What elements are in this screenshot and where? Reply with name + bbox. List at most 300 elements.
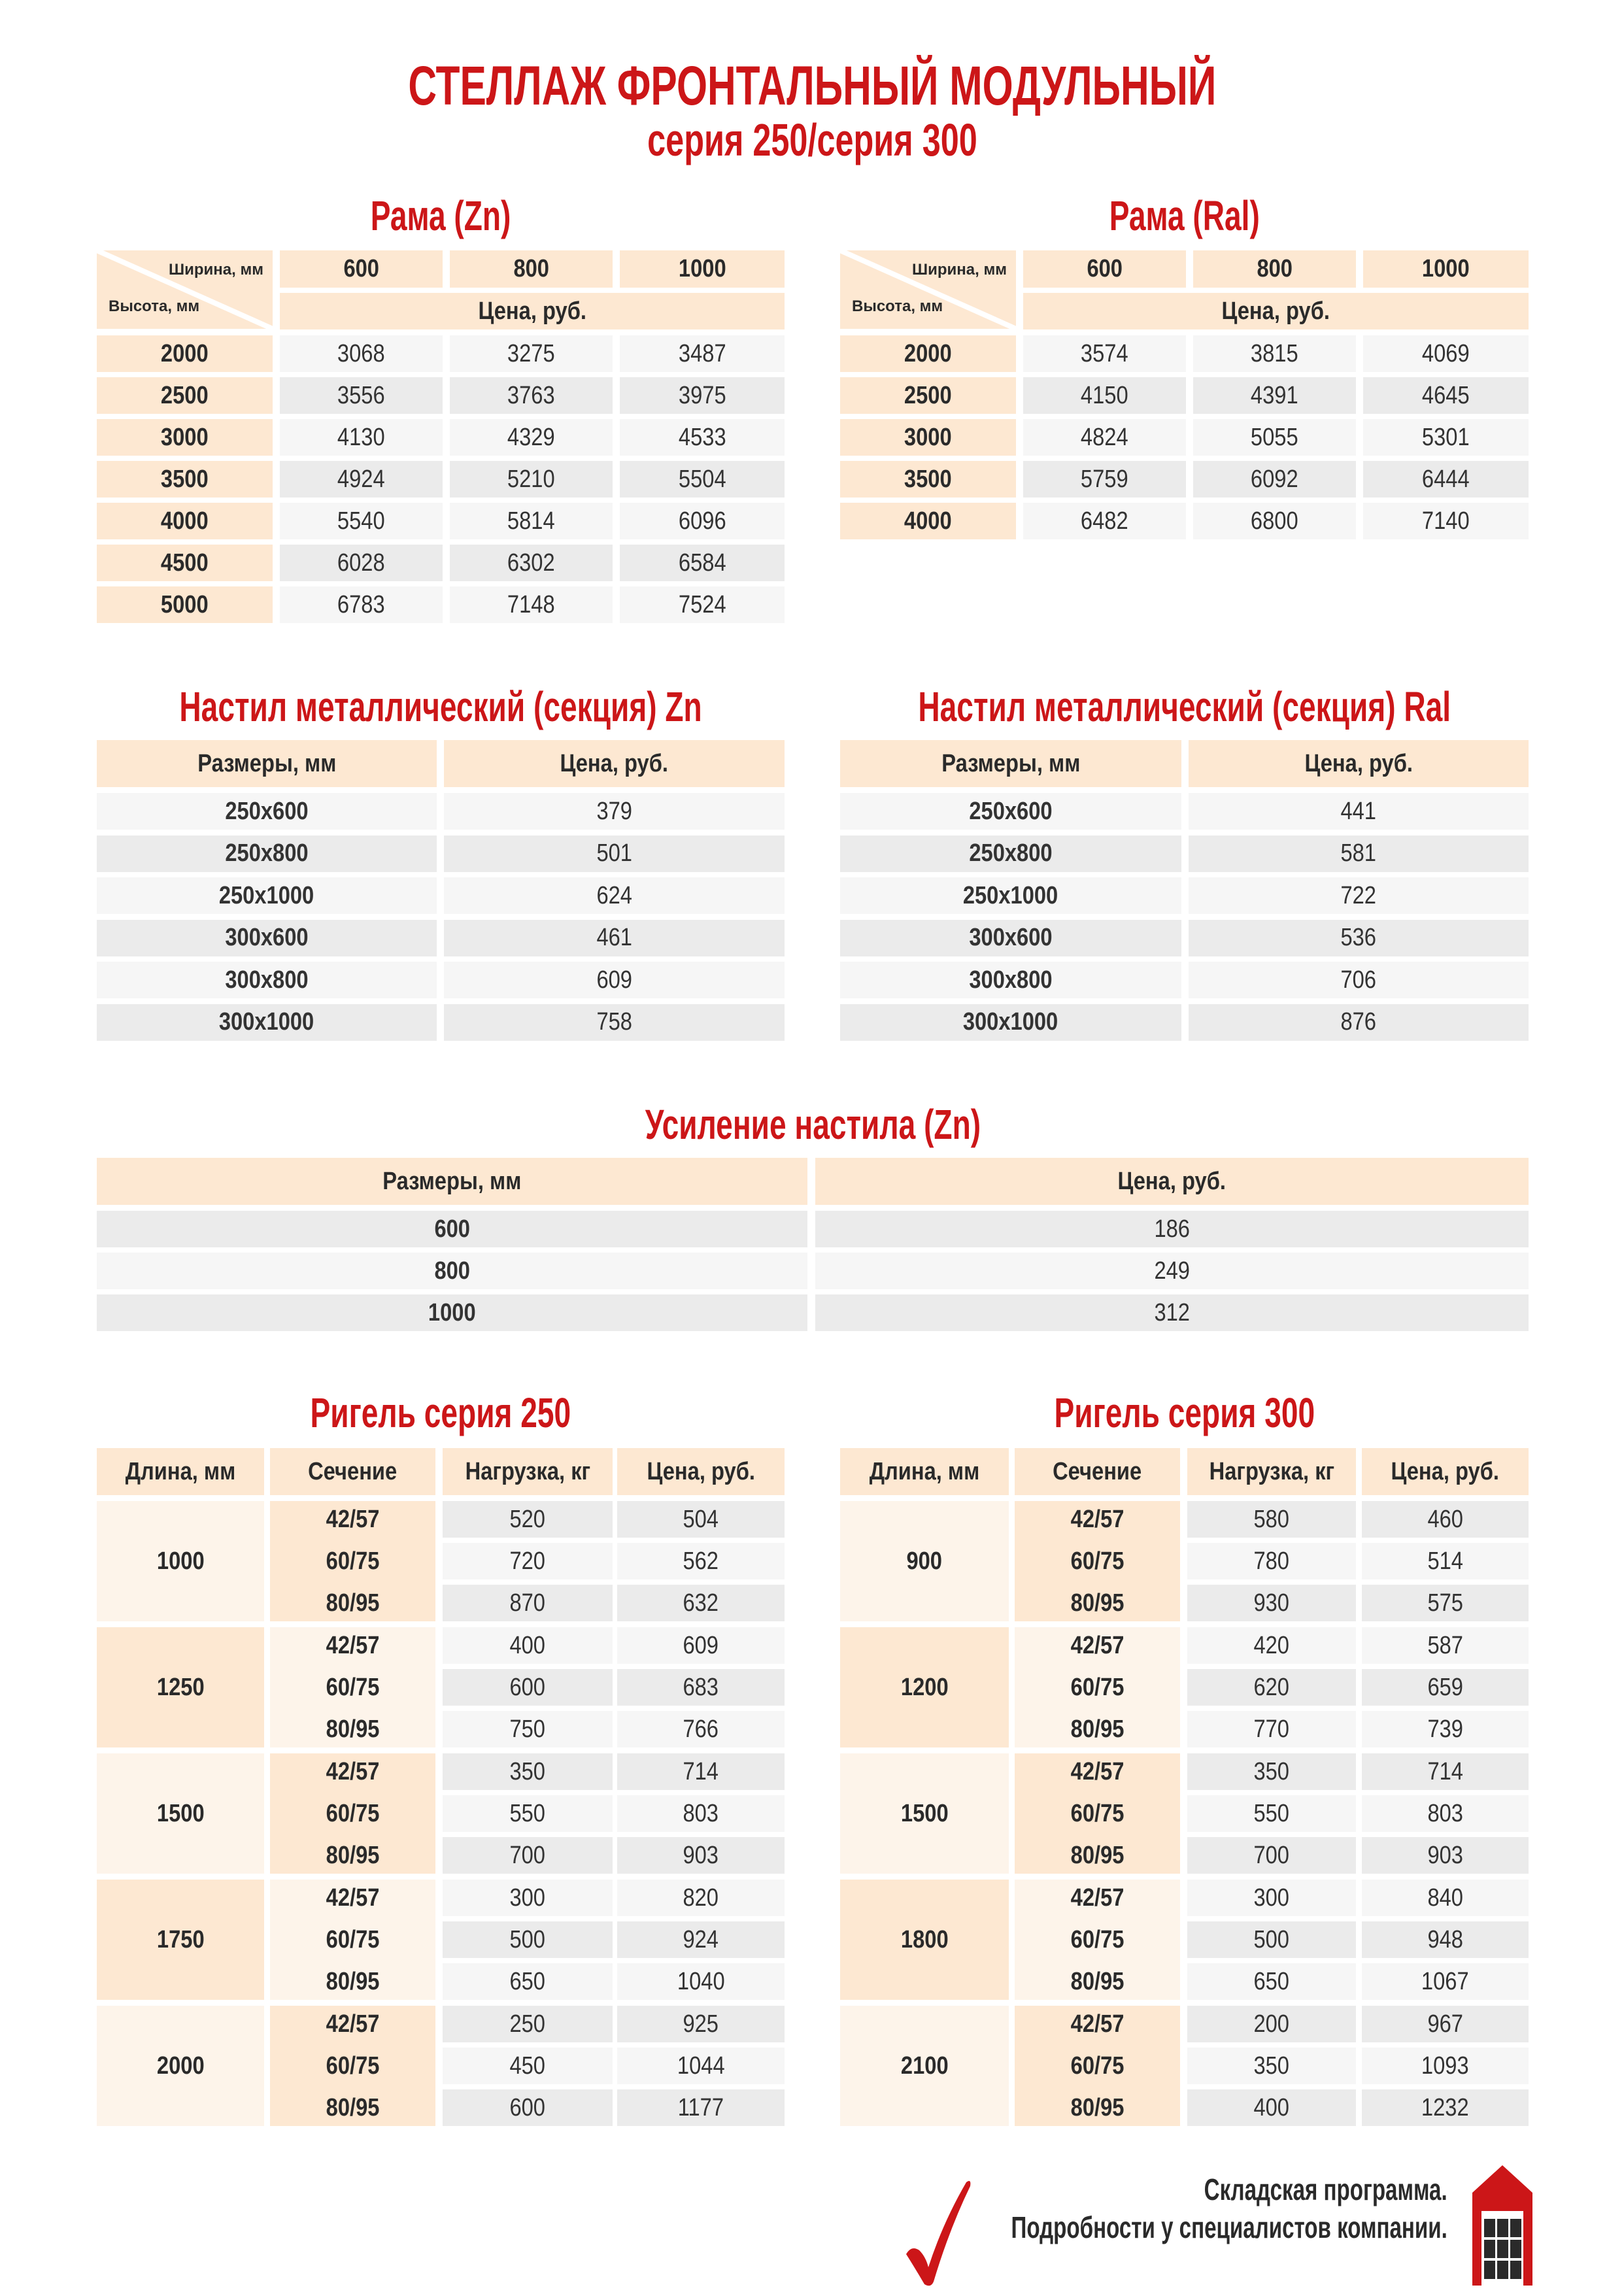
section-cell [1015,2048,1180,2084]
price-cell-text: 7140 [1422,507,1470,535]
footer-line-2 [841,2210,1447,2245]
load-cell-text: 400 [509,1631,546,1659]
section-cell [270,1795,435,1832]
price-cell-text: 3574 [1081,339,1128,367]
load-cell-text: 770 [1253,1715,1290,1743]
row-label-text: 3000 [161,423,209,451]
section-title-text: Ригель серия 250 [310,1389,571,1436]
price-cell [1362,1880,1529,1916]
load-cell-text: 350 [1253,1757,1290,1785]
price-cell-text: 6482 [1081,507,1128,535]
price-cell-text: 5055 [1251,423,1298,451]
price-cell [444,962,785,998]
column-header [1187,1448,1356,1495]
column-header [617,1448,785,1495]
load-cell [443,1627,613,1664]
section-cell [1015,1711,1180,1747]
price-cell-text: 820 [683,1883,719,1912]
section-title [792,190,1577,242]
price-cell [1362,1795,1529,1832]
price-cell-text: 714 [1427,1757,1463,1785]
load-cell [1187,2006,1356,2042]
row-label [840,461,1016,498]
price-cell-text: 3815 [1251,339,1298,367]
price-cell [450,377,613,414]
price-cell-text: 186 [1154,1215,1190,1243]
price-cell-text: 1177 [677,2093,724,2121]
size-cell [840,962,1181,998]
load-cell-text: 400 [1253,2093,1290,2121]
load-cell [1187,1711,1356,1747]
price-header-text: Цена, руб. [1304,749,1413,777]
price-cell-text: 562 [683,1547,719,1575]
load-cell [443,1880,613,1916]
price-cell [620,335,785,372]
price-cell-text: 501 [596,839,632,867]
price-header [280,293,785,329]
price-cell-text: 758 [596,1008,632,1036]
page-subtitle-text: серия 250/серия 300 [647,114,977,165]
price-cell-text: 5504 [678,465,726,493]
section-cell-text: 60/75 [326,1925,380,1953]
section-cell [270,1837,435,1874]
load-cell [1187,1963,1356,2000]
width-header [280,250,443,288]
price-cell [1362,2006,1529,2042]
price-cell-text: 312 [1154,1298,1190,1326]
section-cell-text: 60/75 [1070,1925,1125,1953]
price-cell-text: 575 [1427,1589,1463,1617]
column-header-text: Нагрузка, кг [1209,1457,1334,1485]
price-cell [280,335,443,372]
price-cell-text: 4924 [337,465,385,493]
section-title [48,190,833,242]
load-cell [443,1543,613,1579]
section-cell-text: 42/57 [1070,2010,1125,2038]
column-header [443,1448,613,1495]
length-cell-text: 1200 [900,1673,949,1701]
price-cell [450,503,613,539]
load-cell-text: 650 [509,1967,546,1995]
price-cell-text: 1067 [1421,1967,1469,1995]
section-cell [1015,1669,1180,1706]
price-cell-text: 739 [1427,1715,1463,1743]
section-cell-text: 60/75 [1070,1673,1125,1701]
size-header [97,740,437,787]
price-cell [1193,419,1356,456]
row-label-text: 3000 [904,423,952,451]
load-cell-text: 700 [1253,1841,1290,1869]
price-cell-text: 6028 [337,549,385,577]
size-cell [840,836,1181,872]
price-cell [1189,836,1529,872]
price-cell [1362,1753,1529,1790]
price-cell-text: 624 [596,881,632,909]
load-cell [443,1795,613,1832]
price-cell [1362,1627,1529,1664]
row-label [97,461,273,498]
section-cell [1015,1501,1180,1538]
section-cell-text: 42/57 [326,1883,380,1912]
price-cell-text: 3975 [678,381,726,409]
length-cell-text: 1500 [900,1799,949,1827]
length-cell [97,1501,264,1621]
section-cell [1015,1627,1180,1664]
section-cell [270,1669,435,1706]
load-cell [443,1963,613,2000]
price-cell [1023,461,1186,498]
length-cell [97,1753,264,1874]
width-header [1363,250,1529,288]
section-cell [1015,2006,1180,2042]
section-cell-text: 80/95 [326,1589,380,1617]
price-cell [620,503,785,539]
price-cell-text: 1044 [677,2051,725,2080]
section-cell [270,1501,435,1538]
size-cell-text: 300x600 [969,924,1053,951]
size-cell [97,920,437,956]
price-cell-text: 706 [1340,966,1377,994]
row-label-text: 3500 [161,465,209,493]
section-cell [270,1921,435,1958]
price-cell [444,1004,785,1041]
size-cell [97,793,437,830]
size-header [97,1158,807,1205]
load-cell [1187,1753,1356,1790]
section-cell-text: 42/57 [1070,1631,1125,1659]
footer-line-1 [1109,2172,1447,2207]
price-cell [1023,377,1186,414]
price-cell [280,377,443,414]
price-cell-text: 925 [683,2010,719,2038]
price-cell [620,377,785,414]
price-cell [617,2089,785,2126]
section-cell [270,2006,435,2042]
size-cell [97,1294,807,1331]
price-cell [620,461,785,498]
price-cell [444,836,785,872]
page-title [0,56,1624,115]
size-header-text: Размеры, мм [382,1167,522,1195]
price-cell-text: 766 [683,1715,719,1743]
price-cell-text: 6444 [1422,465,1470,493]
width-header-text: 1000 [678,255,726,282]
price-cell [1362,1501,1529,1538]
load-cell [1187,1543,1356,1579]
price-cell-text: 581 [1340,839,1377,867]
price-cell-text: 6783 [337,590,385,618]
price-cell [1189,793,1529,830]
size-cell [97,1253,807,1289]
price-header [1023,293,1529,329]
section-cell [1015,2089,1180,2126]
price-cell-text: 924 [683,1925,719,1953]
load-cell [443,2089,613,2126]
price-cell [815,1294,1529,1331]
column-header-text: Цена, руб. [647,1457,755,1485]
load-cell [443,2006,613,2042]
load-cell [443,2048,613,2084]
row-label-text: 2000 [161,339,209,367]
price-cell-text: 7524 [678,590,726,618]
price-cell-text: 4130 [337,423,385,451]
size-cell [840,793,1181,830]
corner-header [840,250,1016,329]
length-cell-text: 1000 [156,1547,205,1575]
column-header [840,1448,1009,1495]
section-cell-text: 60/75 [326,1547,380,1575]
size-header [840,740,1181,787]
section-cell-text: 80/95 [1070,1715,1125,1743]
section-cell-text: 42/57 [326,1631,380,1659]
size-cell-text: 300x800 [969,966,1053,994]
price-cell-text: 6302 [507,549,555,577]
load-cell-text: 300 [1253,1883,1290,1912]
price-cell-text: 6096 [678,507,726,535]
width-label: Ширина, мм [169,261,263,279]
length-cell-text: 1250 [156,1673,205,1701]
row-label [840,419,1016,456]
length-cell [840,1627,1009,1747]
price-cell [617,1963,785,2000]
price-cell-text: 903 [1427,1841,1463,1869]
size-cell-text: 600 [434,1215,470,1243]
row-label [840,377,1016,414]
load-cell [1187,1795,1356,1832]
load-cell [443,1585,613,1621]
size-cell [97,877,437,914]
width-header-text: 600 [1087,255,1123,282]
price-header-text: Цена, руб. [1221,297,1330,325]
section-cell [1015,1795,1180,1832]
size-cell [97,1004,437,1041]
row-label [840,503,1016,539]
price-cell [1189,920,1529,956]
row-label-text: 5000 [161,590,209,618]
price-cell-text: 1232 [1421,2093,1469,2121]
load-cell-text: 350 [509,1757,546,1785]
price-cell-text: 5814 [507,507,555,535]
column-header [270,1448,435,1495]
price-cell [617,1543,785,1579]
price-cell-text: 876 [1340,1008,1377,1036]
price-cell [617,1501,785,1538]
length-cell-text: 1750 [156,1925,205,1953]
price-cell-text: 3275 [507,339,555,367]
size-header-text: Размеры, мм [941,749,1081,777]
price-cell [1189,962,1529,998]
price-header-text: Цена, руб. [560,749,669,777]
price-header [1189,740,1529,787]
size-cell [97,1211,807,1247]
price-cell [1023,419,1186,456]
section-cell-text: 80/95 [1070,1841,1125,1869]
section-cell-text: 60/75 [1070,1547,1125,1575]
price-cell-text: 3068 [337,339,385,367]
size-cell [97,962,437,998]
length-cell-text: 1800 [900,1925,949,1953]
length-cell-text: 900 [906,1547,943,1575]
price-cell-text: 3487 [678,339,726,367]
section-title-text: Настил металлический (секция) Zn [179,683,702,730]
price-cell [1363,461,1529,498]
load-cell [1187,1921,1356,1958]
length-cell [840,2006,1009,2126]
section-cell-text: 60/75 [326,1799,380,1827]
price-cell [1362,1585,1529,1621]
price-cell-text: 5759 [1081,465,1128,493]
load-cell-text: 930 [1253,1589,1290,1617]
price-cell-text: 632 [683,1589,719,1617]
price-cell-text: 4150 [1081,381,1128,409]
row-label-text: 4500 [161,549,209,577]
price-cell [617,1880,785,1916]
load-cell-text: 650 [1253,1967,1290,1995]
price-cell [444,920,785,956]
column-header-text: Цена, руб. [1391,1457,1500,1485]
load-cell [443,1501,613,1538]
price-cell-text: 659 [1427,1673,1463,1701]
load-cell [1187,1501,1356,1538]
length-cell [97,2006,264,2126]
section-cell-text: 42/57 [1070,1505,1125,1533]
load-cell [443,1711,613,1747]
price-cell [1362,1543,1529,1579]
price-cell [617,1837,785,1874]
price-cell-text: 4391 [1251,381,1298,409]
price-cell [280,419,443,456]
price-cell [1362,1711,1529,1747]
load-cell-text: 620 [1253,1673,1290,1701]
row-label [97,586,273,623]
price-header-text: Цена, руб. [1117,1167,1226,1195]
load-cell-text: 520 [509,1505,546,1533]
section-cell-text: 80/95 [1070,1967,1125,1995]
section-cell-text: 42/57 [326,1505,380,1533]
load-cell [1187,1669,1356,1706]
column-header-text: Нагрузка, кг [465,1457,590,1485]
section-cell-text: 80/95 [326,1715,380,1743]
price-cell [280,461,443,498]
column-header [1015,1448,1180,1495]
width-header [1193,250,1356,288]
row-label [97,335,273,372]
price-cell-text: 609 [683,1631,719,1659]
price-cell [450,461,613,498]
price-cell-text: 609 [596,966,632,994]
load-cell [443,1837,613,1874]
price-cell-text: 460 [1427,1505,1463,1533]
load-cell-text: 550 [1253,1799,1290,1827]
price-cell [450,586,613,623]
price-cell-text: 1040 [677,1967,725,1995]
width-header [450,250,613,288]
corner-header [97,250,273,329]
price-cell [1363,335,1529,372]
size-cell-text: 250x800 [969,839,1053,867]
load-cell [1187,1585,1356,1621]
section-cell [1015,1837,1180,1874]
price-cell [1362,1669,1529,1706]
column-header-text: Сечение [308,1457,398,1485]
section-cell-text: 42/57 [326,1757,380,1785]
price-cell [444,793,785,830]
price-header [444,740,785,787]
price-cell-text: 803 [1427,1799,1463,1827]
size-cell [840,1004,1181,1041]
column-header-text: Длина, мм [125,1457,236,1485]
load-cell-text: 500 [509,1925,546,1953]
size-cell [840,920,1181,956]
price-cell-text: 587 [1427,1631,1463,1659]
section-cell-text: 60/75 [1070,2051,1125,2080]
footer-line-2-text: Подробности у специалистов компании. [1011,2210,1447,2244]
load-cell-text: 750 [509,1715,546,1743]
height-label: Высота, мм [852,297,943,315]
price-cell [1362,1837,1529,1874]
load-cell-text: 580 [1253,1505,1290,1533]
price-cell-text: 903 [683,1841,719,1869]
price-cell [1193,503,1356,539]
price-cell [1023,335,1186,372]
price-cell-text: 4645 [1422,381,1470,409]
price-cell-text: 249 [1154,1257,1190,1285]
section-cell-text: 42/57 [326,2010,380,2038]
price-cell-text: 4824 [1081,423,1128,451]
price-cell-text: 1093 [1421,2051,1469,2080]
section-cell [1015,1963,1180,2000]
size-cell-text: 1000 [428,1298,476,1326]
row-label-text: 2000 [904,339,952,367]
price-cell [617,1627,785,1664]
row-label [840,335,1016,372]
price-cell-text: 4533 [678,423,726,451]
price-cell [450,419,613,456]
column-header [1362,1448,1529,1495]
price-cell [1362,1921,1529,1958]
price-cell [280,503,443,539]
load-cell-text: 300 [509,1883,546,1912]
size-cell-text: 300x600 [225,924,309,951]
price-cell [1189,877,1529,914]
section-cell-text: 80/95 [326,1967,380,1995]
column-header-text: Сечение [1053,1457,1142,1485]
size-cell-text: 300x1000 [963,1008,1058,1036]
section-title-text: Рама (Zn) [370,192,511,239]
price-cell [1362,2048,1529,2084]
row-label [97,377,273,414]
row-label-text: 2500 [904,381,952,409]
price-cell-text: 5301 [1422,423,1470,451]
warehouse-icon [1472,2165,1532,2286]
price-cell [1193,377,1356,414]
price-cell [617,2048,785,2084]
row-label [97,545,273,581]
price-cell [617,1711,785,1747]
price-cell [1363,503,1529,539]
section-cell-text: 80/95 [326,2093,380,2121]
load-cell-text: 350 [1253,2051,1290,2080]
load-cell [1187,2089,1356,2126]
load-cell-text: 450 [509,2051,546,2080]
section-cell [270,2089,435,2126]
load-cell [443,1753,613,1790]
load-cell-text: 250 [509,2010,546,2038]
price-cell [450,545,613,581]
height-label: Высота, мм [109,297,200,315]
load-cell-text: 500 [1253,1925,1290,1953]
section-cell [270,1880,435,1916]
